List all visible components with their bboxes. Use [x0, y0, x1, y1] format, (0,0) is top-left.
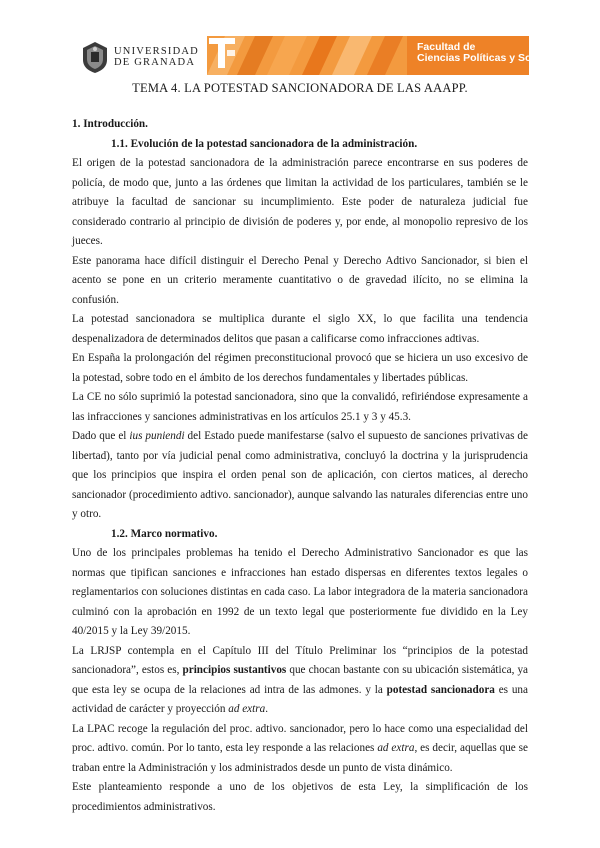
paragraph-7: Uno de los principales problemas ha tenido el Derecho Administrativo Sancionador es que las normas que tipifican sanciones e infracciones han estado dispersas en diferentes textos legales o reglamentarios con soluciones distintas en cada caso. La labor integradora de la materia sancionadora culminó con la aprobación en 1992 de un texto legal que posteriormente fue dividido en la Ley 40/2015 y la Ley 39/2015. [72, 547, 528, 637]
faculty-name-line1: Facultad de [417, 41, 476, 53]
faculty-emblem-icon [207, 36, 237, 70]
paragraph-1: El origen de la potestad sancionadora de la administración parece encontrarse en sus poderes de policía, de modo que, junto a las órdenes que limitan la actividad de los particulares, también se le atribuye la facultad de sancionar su incumplimiento. Este poder de naturaleza judicial fue considerado contrario al principio de división de poderes y, por ende, al monopolio represivo de los jueces. [72, 157, 528, 247]
paragraph-6-text-b: del Estado puede manifestarse (salvo el supuesto de sanciones privativas de libertad), tanto por vía judicial penal como administrativa, concluyó la doctrina y la jurisprudencia que los principios que inspira el orden penal son de aplicación, con ciertos matices, al derecho sancionador (procedimiento adtivo. sancionador), aunque salvando las naturales diferencias entre uno y otro. [72, 430, 528, 520]
section-heading-1-1: 1.1. Evolución de la potestad sancionadora de la administración. [111, 137, 418, 150]
paragraph-8 [72, 642, 528, 720]
university-name [114, 46, 199, 68]
paragraph-8-text-c: es una actividad de carácter y proyección [72, 683, 528, 715]
paragraph-2: Este panorama hace difícil distinguir el Derecho Penal y Derecho Adtivo Sancionador, si bien el acento se pone en un criterio meramente cuantitativo o de gravedad ilícito, no se elimina la confusión. [72, 254, 528, 306]
paragraph-9-term: ad extra [377, 742, 415, 754]
paragraph-4: En España la prolongación del régimen preconstitucional provocó que se hiciera un uso excesivo de la potestad, sobre todo en el ámbito de los derechos fundamentales y libertades públicas. [72, 352, 528, 384]
section-heading-1-2: 1.2. Marco normativo. [111, 527, 218, 540]
paragraph-8-bold-b: potestad sancionadora [386, 683, 495, 696]
faculty-name-line2: Ciencias Políticas y Sociología [417, 51, 572, 64]
paragraph-8-text-a: La LRJSP contempla en el Capítulo III del Título Preliminar los “principios de la potestad sancionadora”, estos es, [72, 644, 528, 676]
faculty-banner [207, 36, 572, 75]
faculty-name [417, 42, 571, 63]
paragraph-3: La potestad sancionadora se multiplica durante el siglo XX, lo que facilita una tendencia despenalizadora de determinados delitos que pasan a calificarse como infracciones adtivas. [72, 313, 528, 345]
paragraph-9 [72, 720, 528, 779]
paragraph-6-term: ius puniendi [129, 430, 185, 442]
paragraph-5: La CE no sólo suprimió la potestad sancionadora, sino que la convalidó, refiriéndose expresamente a las infracciones y sanciones administrativas en los artículos 25.1 y 3 y 45.3. [72, 391, 528, 423]
university-name-line1: UNIVERSIDAD [114, 46, 199, 57]
paragraph-8-bold-a: principios sustantivos [182, 664, 287, 676]
document-body [72, 115, 528, 817]
paragraph-8-text-d: . [265, 703, 269, 715]
university-seal-icon [80, 40, 110, 74]
paragraph-8-text-b: que chocan bastante con su ubicación sistemática, ya que esta ley se ocupa de la relaciones ad intra de las admones. y la [72, 664, 529, 696]
paragraph-9-text-a: La LPAC recoge la regulación del proc. adtivo. sancionador, pero lo hace como una especialidad del proc. adtivo. común. Por lo tanto, esta ley responde a las relaciones [72, 722, 528, 754]
paragraph-8-term: ad extra [228, 703, 266, 715]
paragraph-9-text-b: , es decir, aquellas que se traban entre la Administración y los administrados desde un punto de vista dinámico. [72, 742, 528, 774]
section-heading-1: 1. Introducción. [72, 118, 148, 130]
paragraph-10: Este planteamiento responde a uno de los objetivos de esta Ley, la simplificación de los procedimientos administrativos. [72, 781, 528, 813]
paragraph-6-text-a: Dado que el [72, 430, 130, 442]
university-name-line2: DE GRANADA [114, 57, 196, 68]
document-title: TEMA 4. LA POTESTAD SANCIONADORA DE LAS AAAPP. [132, 81, 468, 95]
paragraph-6 [72, 427, 528, 525]
university-logo [80, 40, 200, 74]
